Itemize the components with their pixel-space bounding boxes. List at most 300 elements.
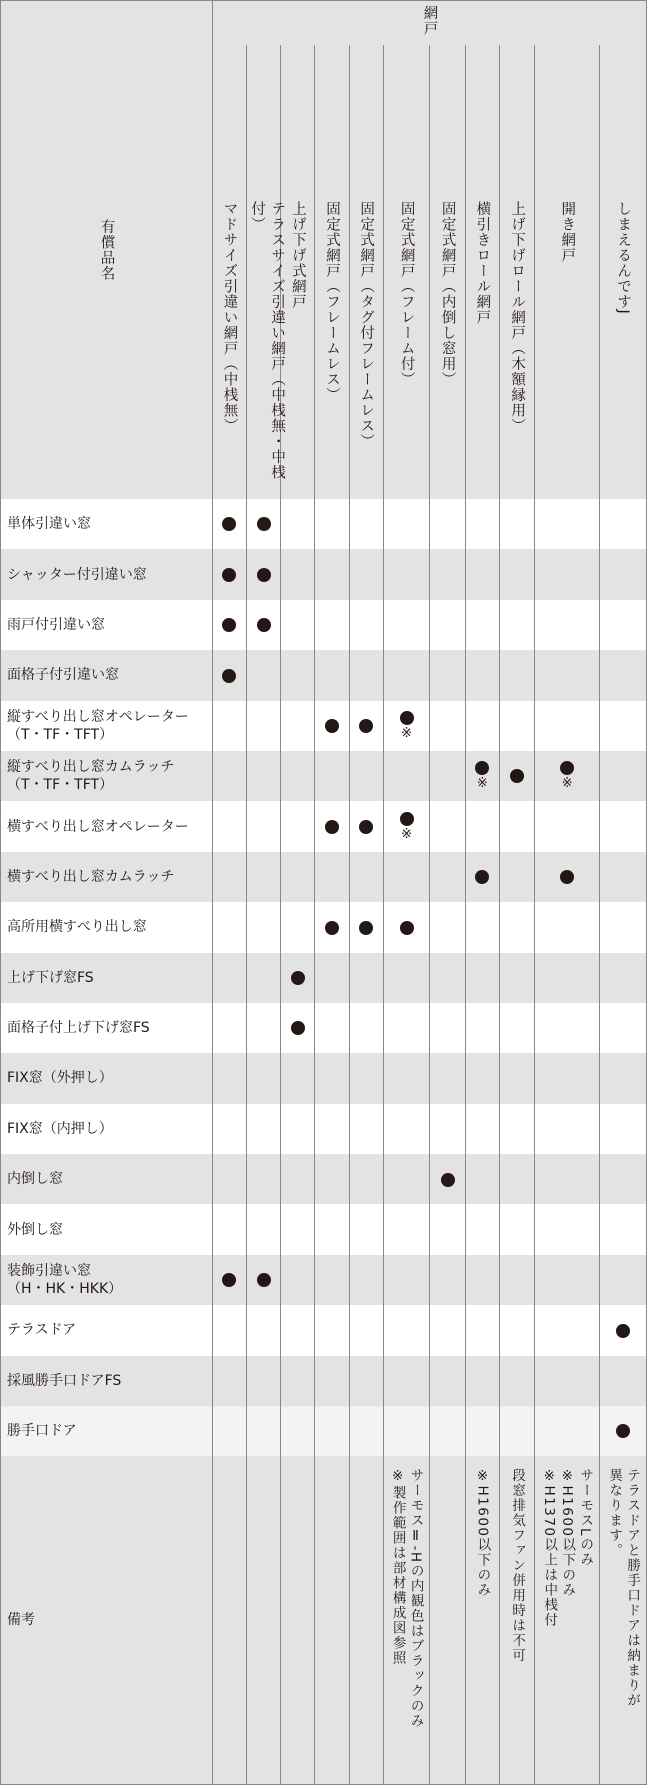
availability-cell (247, 549, 281, 599)
availability-cell (212, 1255, 246, 1305)
availability-cell (430, 499, 465, 549)
availability-cell (247, 852, 281, 902)
availability-cell (600, 549, 647, 599)
availability-cell (212, 701, 246, 751)
available-dot-icon (400, 921, 414, 935)
availability-cell (212, 499, 246, 549)
availability-cell (535, 751, 600, 801)
available-dot-icon (222, 669, 236, 683)
table-row (1, 1154, 647, 1204)
availability-cell (383, 549, 430, 599)
availability-cell (212, 1356, 246, 1406)
availability-cell (430, 1305, 465, 1355)
column-header-cell (247, 45, 286, 499)
availability-cell (349, 902, 383, 952)
availability-cell (383, 650, 430, 700)
availability-cell (465, 701, 499, 751)
availability-cell (281, 801, 315, 851)
remark-text: サーモスLのみ ※H1600以下のみ ※H1370以上は中桟付 (541, 1468, 594, 1628)
availability-cell (465, 801, 499, 851)
product-name-header-cell (1, 1, 213, 500)
availability-cell (349, 751, 383, 801)
row-label-cell (1, 852, 213, 902)
availability-cell (247, 902, 281, 952)
availability-cell (349, 1104, 383, 1154)
row-label: FIX窓（外押し） (7, 1070, 113, 1087)
availability-cell (212, 801, 246, 851)
group-header-cell (212, 1, 646, 46)
availability-cell (535, 1356, 600, 1406)
availability-cell (465, 1154, 499, 1204)
table-row (1, 1356, 647, 1406)
available-dot-icon (291, 1021, 305, 1035)
column-header-cell (315, 45, 349, 499)
available-dot-icon (257, 1273, 271, 1287)
available-dot-icon (257, 618, 271, 632)
availability-cell (349, 701, 383, 751)
column-header-cell (349, 45, 383, 499)
availability-cell (247, 1154, 281, 1204)
table-row (1, 499, 647, 549)
availability-cell (281, 1255, 315, 1305)
availability-cell (315, 1305, 349, 1355)
availability-cell (465, 1104, 499, 1154)
row-label-cell (1, 1003, 213, 1053)
availability-cell (212, 953, 246, 1003)
availability-cell (281, 1305, 315, 1355)
column-header-cell (383, 45, 430, 499)
row-label-cell (1, 1305, 213, 1355)
availability-cell (465, 751, 499, 801)
row-label-cell (1, 499, 213, 549)
row-label-cell (1, 701, 213, 751)
row-label-cell (1, 801, 213, 851)
row-label: 上げ下げ窓FS (7, 969, 94, 986)
row-label: 採風勝手口ドアFS (7, 1372, 122, 1389)
availability-cell (315, 852, 349, 902)
availability-cell (499, 1104, 534, 1154)
availability-cell (247, 1406, 281, 1456)
availability-cell (383, 953, 430, 1003)
availability-cell (349, 1154, 383, 1204)
availability-cell (535, 852, 600, 902)
availability-cell (465, 1356, 499, 1406)
availability-cell (281, 751, 315, 801)
column-header: 上げ下げロール網戸（木額縁用） (509, 201, 526, 434)
availability-cell (315, 1003, 349, 1053)
availability-cell (281, 1204, 315, 1254)
remark-text: ※H1600以下のみ (474, 1468, 491, 1598)
availability-cell (430, 1154, 465, 1204)
availability-cell (315, 1406, 349, 1456)
availability-cell (315, 1154, 349, 1204)
available-dot-icon (359, 719, 373, 733)
column-header: しまえるんですJ (615, 201, 632, 315)
availability-cell (465, 953, 499, 1003)
availability-cell (212, 852, 246, 902)
availability-cell (247, 953, 281, 1003)
available-dot-icon (441, 1173, 455, 1187)
available-dot-icon (475, 870, 489, 884)
availability-cell (535, 650, 600, 700)
availability-cell (430, 650, 465, 700)
remark-cell (212, 1456, 246, 1785)
availability-cell (315, 1204, 349, 1254)
column-header: 固定式網戸（内倒し窓用） (439, 201, 456, 387)
note-mark: ※ (561, 776, 573, 792)
availability-cell (499, 751, 534, 801)
table-row (1, 1406, 647, 1456)
availability-cell (499, 1305, 534, 1355)
row-label: 横すべり出し窓カムラッチ (7, 868, 175, 885)
availability-cell (499, 1053, 534, 1103)
table-row (1, 1104, 647, 1154)
row-label: 縦すべり出し窓オペレーター (7, 708, 189, 725)
availability-cell (281, 852, 315, 902)
availability-cell (499, 1204, 534, 1254)
availability-cell (315, 1053, 349, 1103)
table-row (1, 1003, 647, 1053)
availability-cell (247, 751, 281, 801)
availability-cell (349, 600, 383, 650)
availability-cell (349, 499, 383, 549)
availability-cell (535, 1255, 600, 1305)
availability-cell (281, 600, 315, 650)
availability-cell (465, 600, 499, 650)
note-mark: ※ (401, 826, 413, 842)
remarks-label-cell (1, 1456, 213, 1785)
row-label: （T・TF・TFT） (7, 777, 114, 794)
available-dot-icon (257, 568, 271, 582)
availability-cell (535, 701, 600, 751)
availability-cell (535, 1406, 600, 1456)
available-dot-icon (359, 820, 373, 834)
availability-cell (349, 1255, 383, 1305)
row-label: 縦すべり出し窓カムラッチ (7, 759, 175, 776)
availability-cell (499, 1255, 534, 1305)
availability-cell (349, 1204, 383, 1254)
table-row (1, 852, 647, 902)
availability-cell (281, 902, 315, 952)
availability-cell (600, 1305, 647, 1355)
availability-cell (349, 1406, 383, 1456)
availability-cell (600, 1204, 647, 1254)
row-label-cell (1, 549, 213, 599)
availability-cell (281, 549, 315, 599)
row-label: 外倒し窓 (7, 1221, 63, 1238)
available-dot-icon (325, 820, 339, 834)
availability-cell (383, 701, 430, 751)
column-header: 横引きロール網戸 (474, 201, 491, 325)
availability-cell (383, 1305, 430, 1355)
column-header: 固定式網戸（フレーム付） (398, 201, 415, 387)
availability-cell (383, 1053, 430, 1103)
availability-cell (535, 1053, 600, 1103)
available-dot-icon (560, 870, 574, 884)
availability-cell (465, 1255, 499, 1305)
availability-cell (499, 1154, 534, 1204)
availability-cell (383, 1204, 430, 1254)
availability-cell (430, 1356, 465, 1406)
remark-cell (315, 1456, 349, 1785)
availability-cell (499, 1356, 534, 1406)
availability-cell (600, 499, 647, 549)
availability-cell (383, 801, 430, 851)
group-header-amido: 網戸 (421, 5, 438, 36)
availability-cell (465, 1406, 499, 1456)
available-dot-icon (325, 719, 339, 733)
availability-cell (600, 751, 647, 801)
availability-cell (600, 701, 647, 751)
row-label: 高所用横すべり出し窓 (7, 919, 147, 936)
availability-cell (465, 549, 499, 599)
availability-cell (247, 1356, 281, 1406)
available-dot-icon (291, 971, 305, 985)
availability-cell (600, 1154, 647, 1204)
availability-cell (430, 600, 465, 650)
table-row (1, 600, 647, 650)
row-label-cell (1, 1406, 213, 1456)
availability-cell (281, 701, 315, 751)
row-label-cell (1, 1255, 213, 1305)
row-label-cell (1, 751, 213, 801)
column-header: 固定式網戸（タグ付フレームレス） (358, 201, 375, 449)
availability-cell (465, 499, 499, 549)
column-header-cell (430, 45, 465, 499)
availability-cell (315, 650, 349, 700)
table-row (1, 1053, 647, 1103)
availability-cell (247, 1104, 281, 1154)
availability-cell (499, 801, 534, 851)
availability-cell (383, 751, 430, 801)
availability-cell (212, 902, 246, 952)
availability-cell (600, 1356, 647, 1406)
availability-cell (465, 650, 499, 700)
availability-cell (430, 1104, 465, 1154)
row-label: 内倒し窓 (7, 1171, 63, 1188)
availability-cell (535, 600, 600, 650)
availability-cell (212, 1053, 246, 1103)
availability-cell (315, 1104, 349, 1154)
note-mark: ※ (476, 776, 488, 792)
availability-cell (212, 1154, 246, 1204)
availability-cell (212, 1104, 246, 1154)
remark-text: サーモスⅡ-Hの内観色はブラックのみ ※製作範囲は部材構成図参照 (389, 1468, 424, 1729)
availability-cell (247, 650, 281, 700)
availability-cell (281, 1154, 315, 1204)
availability-cell (315, 499, 349, 549)
availability-cell (465, 902, 499, 952)
availability-cell (600, 852, 647, 902)
availability-cell (383, 1003, 430, 1053)
availability-cell (499, 650, 534, 700)
available-dot-icon (222, 517, 236, 531)
available-dot-icon (222, 568, 236, 582)
availability-cell (600, 902, 647, 952)
availability-cell (499, 1406, 534, 1456)
availability-cell (281, 1053, 315, 1103)
availability-cell (600, 801, 647, 851)
column-header: テラスサイズ引違い網戸（中桟無・中桟付） (249, 201, 286, 480)
availability-cell (349, 650, 383, 700)
table-row (1, 1204, 647, 1254)
availability-cell (535, 1154, 600, 1204)
availability-cell (383, 499, 430, 549)
availability-cell (383, 1356, 430, 1406)
available-dot-icon (616, 1424, 630, 1438)
availability-cell (600, 953, 647, 1003)
remarks-row (1, 1456, 647, 1785)
row-label-cell (1, 1154, 213, 1204)
note-mark: ※ (401, 726, 413, 741)
availability-cell (600, 1053, 647, 1103)
row-label: テラスドア (7, 1322, 77, 1339)
availability-cell (600, 650, 647, 700)
row-label-cell (1, 953, 213, 1003)
available-dot-icon (560, 761, 574, 775)
availability-cell (212, 751, 246, 801)
availability-cell (430, 1255, 465, 1305)
remark-cell (535, 1456, 600, 1785)
remark-cell (281, 1456, 315, 1785)
availability-cell (349, 1053, 383, 1103)
availability-cell (212, 1406, 246, 1456)
table-row (1, 902, 647, 952)
availability-cell (383, 600, 430, 650)
row-label-cell (1, 902, 213, 952)
table-row (1, 701, 647, 751)
availability-cell (465, 1003, 499, 1053)
availability-cell (465, 852, 499, 902)
availability-cell (315, 600, 349, 650)
availability-cell (247, 600, 281, 650)
remarks-label: 備考 (7, 1612, 35, 1629)
availability-cell (349, 549, 383, 599)
availability-cell (535, 902, 600, 952)
availability-cell (315, 953, 349, 1003)
column-header: 固定式網戸（フレームレス） (323, 201, 340, 403)
availability-cell (430, 1204, 465, 1254)
row-label-cell (1, 1104, 213, 1154)
row-label: 単体引違い窓 (7, 516, 91, 533)
column-header-cell (465, 45, 499, 499)
availability-cell (349, 953, 383, 1003)
availability-cell (535, 549, 600, 599)
available-dot-icon (475, 761, 489, 775)
availability-cell (247, 1003, 281, 1053)
availability-cell (465, 1053, 499, 1103)
availability-cell (499, 1003, 534, 1053)
available-dot-icon (616, 1324, 630, 1338)
available-dot-icon (325, 921, 339, 935)
remark-cell (465, 1456, 499, 1785)
column-header-cell (499, 45, 534, 499)
availability-cell (315, 701, 349, 751)
remark-cell (499, 1456, 534, 1785)
availability-cell (600, 1255, 647, 1305)
remark-text: テラスドアと勝手口ドアは納まりが 異なります。 (606, 1468, 641, 1709)
availability-cell (499, 953, 534, 1003)
availability-cell (499, 852, 534, 902)
availability-cell (430, 801, 465, 851)
row-label-cell (1, 1356, 213, 1406)
availability-cell (349, 1305, 383, 1355)
availability-cell (383, 902, 430, 952)
availability-cell (499, 600, 534, 650)
availability-cell (600, 600, 647, 650)
row-label-cell (1, 1204, 213, 1254)
availability-cell (535, 1305, 600, 1355)
availability-cell (535, 953, 600, 1003)
column-header: マドサイズ引違い網戸（中桟無） (221, 201, 238, 434)
product-name-header: 有償品名 (98, 219, 115, 281)
remark-cell (383, 1456, 430, 1785)
availability-cell (535, 1204, 600, 1254)
table-row (1, 953, 647, 1003)
row-label: 勝手口ドア (7, 1423, 77, 1440)
column-header-cell (600, 45, 647, 499)
availability-cell (535, 499, 600, 549)
available-dot-icon (510, 769, 524, 783)
availability-cell (247, 1305, 281, 1355)
availability-cell (315, 801, 349, 851)
column-header: 開き網戸 (559, 201, 576, 263)
availability-cell (349, 1356, 383, 1406)
availability-cell (247, 1053, 281, 1103)
availability-cell (535, 801, 600, 851)
availability-cell (383, 1104, 430, 1154)
availability-cell (430, 1406, 465, 1456)
availability-cell (430, 751, 465, 801)
availability-cell (212, 650, 246, 700)
availability-cell (315, 751, 349, 801)
table-row (1, 801, 647, 851)
availability-cell (349, 1003, 383, 1053)
row-label: （H・HK・HKK） (7, 1281, 123, 1298)
availability-cell (499, 499, 534, 549)
availability-cell (315, 549, 349, 599)
availability-cell (315, 1255, 349, 1305)
column-header-cell (212, 45, 246, 499)
availability-cell (383, 852, 430, 902)
availability-cell (535, 1003, 600, 1053)
remark-cell (349, 1456, 383, 1785)
availability-cell (212, 1003, 246, 1053)
available-dot-icon (400, 812, 414, 826)
availability-cell (212, 1305, 246, 1355)
available-dot-icon (222, 618, 236, 632)
remark-cell (430, 1456, 465, 1785)
table-row (1, 650, 647, 700)
table-row (1, 1305, 647, 1355)
availability-cell (247, 701, 281, 751)
row-label: 面格子付上げ下げ窓FS (7, 1020, 150, 1037)
availability-cell (535, 1104, 600, 1154)
row-label: 面格子付引違い窓 (7, 667, 119, 684)
availability-cell (281, 499, 315, 549)
availability-cell (281, 1356, 315, 1406)
availability-cell (281, 1104, 315, 1154)
column-header-cell (535, 45, 600, 499)
column-header: 上げ下げ式網戸 (289, 201, 306, 310)
row-label: 装飾引違い窓 (7, 1263, 91, 1280)
row-label-cell (1, 600, 213, 650)
availability-cell (281, 650, 315, 700)
row-label: 横すべり出し窓オペレーター (7, 818, 189, 835)
availability-cell (212, 600, 246, 650)
availability-cell (315, 1356, 349, 1406)
remark-cell (600, 1456, 647, 1785)
